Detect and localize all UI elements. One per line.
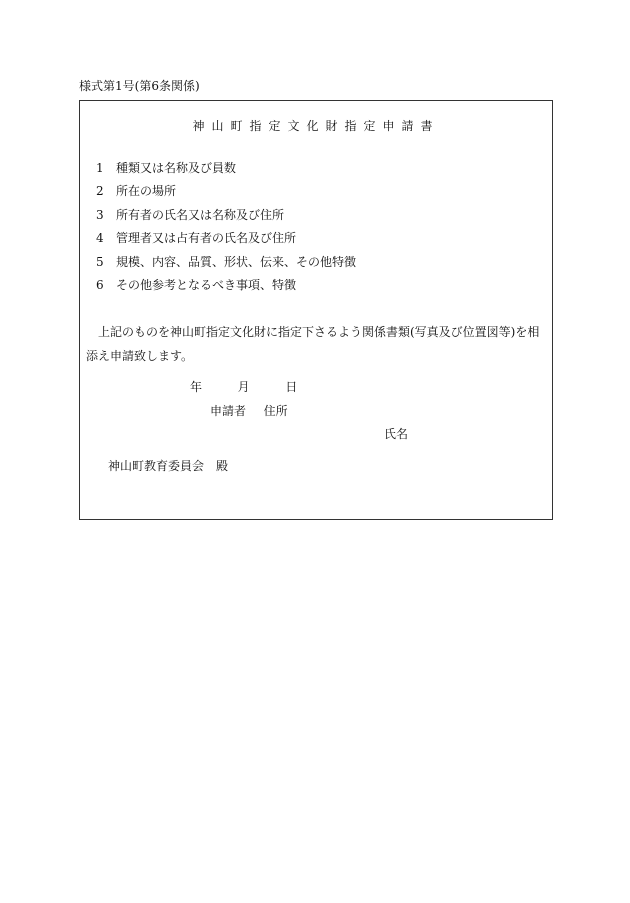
list-item xyxy=(96,277,356,300)
item-number: 5 xyxy=(96,254,104,269)
form-number: 様式第1号(第6条関係) xyxy=(79,79,200,93)
address-label: 住所 xyxy=(263,404,288,418)
item-number: 6 xyxy=(96,277,104,292)
request-statement: 上記のものを神山町指定文化財に指定下さるよう関係書類(写真及び位置図等)を相添え申請致します。 xyxy=(86,325,540,363)
item-text: 規模、内容、品質、形状、伝来、その他特徴 xyxy=(116,254,357,269)
list-item xyxy=(96,183,356,206)
date-year-label: 年 xyxy=(190,380,203,394)
applicant-label: 申請者 xyxy=(210,404,247,418)
item-text: その他参考となるべき事項、特徴 xyxy=(116,277,297,292)
list-item xyxy=(96,207,356,230)
item-text: 管理者又は占有者の氏名及び住所 xyxy=(116,231,297,246)
list-item xyxy=(96,160,356,183)
date-month-label: 月 xyxy=(237,380,250,394)
date-line xyxy=(190,379,297,395)
date-day-label: 日 xyxy=(285,380,298,394)
application-form-box xyxy=(79,100,553,520)
item-list xyxy=(96,160,356,300)
list-item xyxy=(96,230,356,253)
addressee: 神山町教育委員会 殿 xyxy=(108,459,229,473)
item-text: 所在の場所 xyxy=(116,184,177,199)
item-number: 1 xyxy=(96,161,104,175)
item-number: 2 xyxy=(96,184,104,199)
item-number: 3 xyxy=(96,207,104,222)
list-item xyxy=(96,254,356,277)
applicant-line xyxy=(210,403,288,419)
item-text: 所有者の氏名又は名称及び住所 xyxy=(116,207,285,222)
item-number: 4 xyxy=(96,231,104,246)
item-text: 種類又は名称及び員数 xyxy=(116,161,237,175)
name-label: 氏名 xyxy=(384,427,409,441)
form-title: 神山町指定文化財指定申請書 xyxy=(192,119,440,133)
